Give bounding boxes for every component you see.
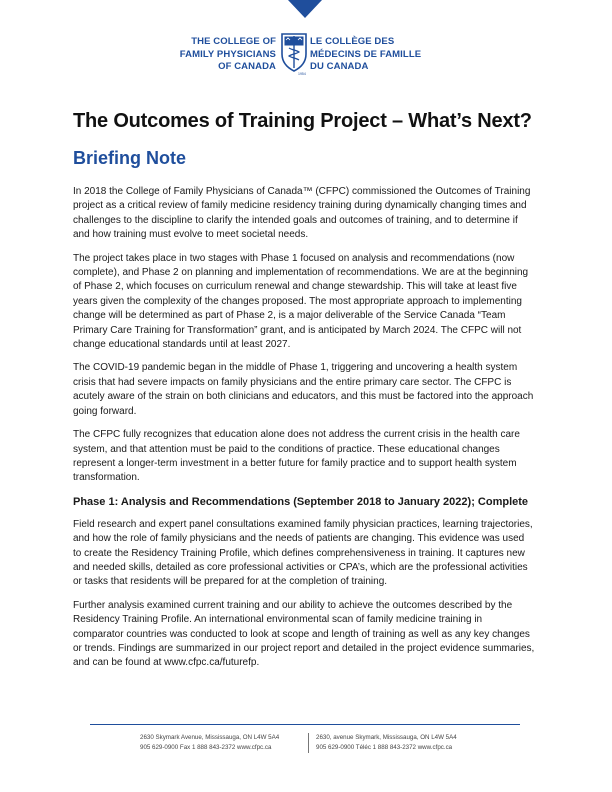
logo-text-french: [310, 36, 421, 74]
footer-divider: [90, 724, 520, 725]
body-paragraph: The CFPC fully recognizes that education alone does not address the current crisis in the health care system, and that attention must be paid to the conditions of practice. These educational changes represent a longer-term investment in a better future for family practice and to support health system transformation.: [73, 429, 520, 484]
section-heading-phase-1: Phase 1: Analysis and Recommendations (September 2018 to January 2022); Complete: [73, 495, 529, 508]
body-paragraph: The COVID-19 pandemic began in the middle of Phase 1, triggering and uncovering a health system crisis that had severe impacts on family physicians and the entire primary care sector. The CFPC is acutely aware of the strain on both clinicians and educators, and this must be factored into the approach going forward.: [73, 362, 534, 417]
footer-address: 2630, avenue Skymark, Mississauga, ON L4W 5A4: [316, 734, 457, 741]
body-paragraph: The project takes place in two stages with Phase 1 focused on analysis and recommendations (now complete), and Phase 2 on planning and implementation of recommendations. We are at the beginning of Phase 2, which focuses on curriculum renewal and change stewardship. This will take at least five years given the complexity of the changes proposed. The most appropriate approach to implementing change will be determined as part of Phase 2, is a major deliverable of the Service Canada “Team Primary Care Training for Transformation” grant, and is anticipated by March 2024. The CFPC will not change educational standards until at least 2027.: [73, 252, 529, 351]
top-notch-decoration: [288, 0, 322, 18]
footer-english: [140, 733, 300, 753]
footer-contact: 905 629-0900 Fax 1 888 843-2372 www.cfpc.ca: [140, 744, 272, 751]
logo-en-line: OF CANADA: [218, 61, 276, 72]
logo-fr-line: MÉDECINS DE FAMILLE: [310, 48, 422, 60]
logo-en-line: THE COLLEGE OF: [191, 36, 276, 47]
logo-text-english: [180, 36, 276, 74]
logo-en-line: FAMILY PHYSICIANS: [179, 48, 276, 60]
cfpc-logo: [0, 28, 612, 90]
body-paragraph: In 2018 the College of Family Physicians of Canada™ (CFPC) commissioned the Outcomes of Training project as a critical review of family medicine residency training during dynamically changing times and challenges to the discipline to clarify the intended goals and outcomes of training, and to determine if and how training must evolve to meet societal needs.: [73, 186, 531, 241]
section-paragraph: Field research and expert panel consultations examined family physician practices, learning trajectories, and how the role of family physicians and the needs of patients are changing. This evidence was used to create the Residency Training Profile, which defines comprehensiveness in training. It captures new and needed skills, detailed as core professional activities or CPA’s, which are the professional activities or tasks that residents will be prepared for at the completion of training.: [73, 518, 533, 588]
footer-address: 2630 Skymark Avenue, Mississauga, ON L4W 5A4: [140, 734, 280, 741]
footer-separator: [308, 733, 309, 753]
footer-contact: 905 629-0900 Téléc 1 888 843-2372 www.cfpc.ca: [316, 744, 453, 751]
logo-fr-line: LE COLLÈGE DES: [310, 36, 395, 47]
document-body: [73, 185, 535, 680]
footer-french: [316, 733, 476, 753]
shield-crest-icon: [280, 32, 308, 72]
document-subtitle: Briefing Note: [73, 148, 187, 168]
logo-trademark: 1954: [298, 72, 306, 76]
logo-fr-line: DU CANADA: [310, 61, 369, 72]
document-title: The Outcomes of Training Project – What’s Next?: [73, 110, 532, 132]
section-paragraph: Further analysis examined current training and our ability to achieve the outcomes described by the Residency Training Profile. An international environmental scan of family medicine training in comparator countries was conducted to look at scope and length of training as well as any key changes or trends. Findings are summarized in our project report and detailed in the project evidence summaries, and can be found at www.cfpc.ca/futurefp.: [73, 599, 535, 669]
